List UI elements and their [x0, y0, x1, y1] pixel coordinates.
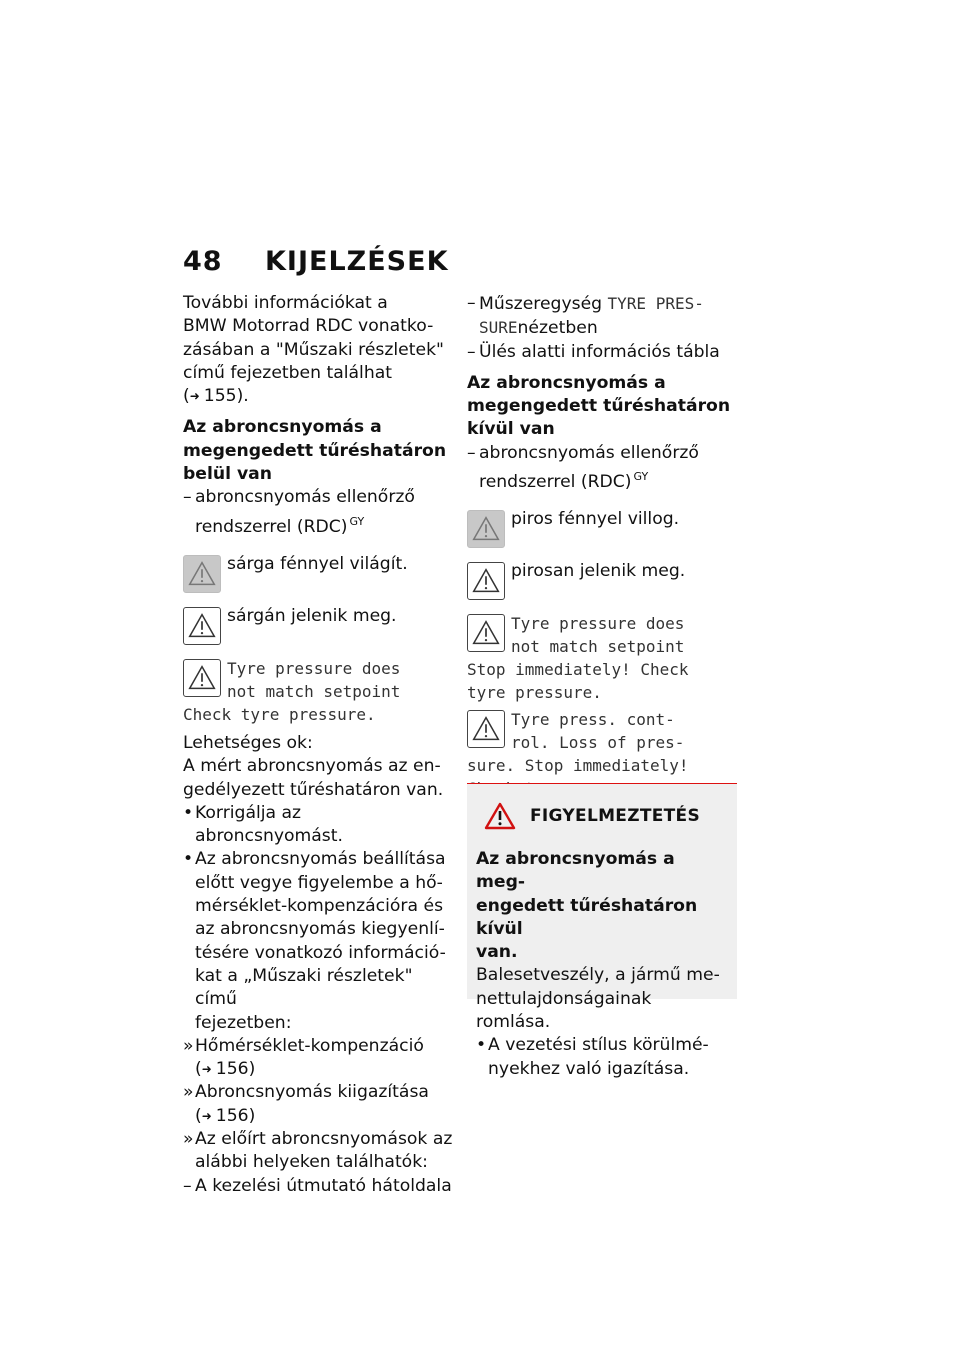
warning-box — [467, 783, 737, 1079]
indicator-row-yellow-display: sárgán jelenik meg. — [183, 605, 453, 647]
indicator-row-red-display: pirosan jelenik meg. — [467, 560, 737, 602]
indicator-row-yellow-message: Tyre pressure does not match setpoint Check tyre pressure. — [183, 658, 401, 724]
warning-triangle-icon — [467, 614, 505, 652]
warning-title: FIGYELMEZTETÉS — [530, 806, 700, 826]
warning-triangle-icon — [183, 659, 221, 697]
country-code-sup: GY — [633, 470, 649, 484]
warning-triangle-icon — [467, 562, 505, 600]
warning-heading: Az abroncsnyomás a meg- engedett tűréshatáron kívül van. — [476, 849, 698, 963]
page-reference[interactable]: 156) — [215, 1105, 256, 1126]
intro-paragraph: További információkat a BMW Motorrad RDC vonatko- zásában a "Műszaki részletek" című fejezetben találhat (➜ 155). — [183, 292, 453, 408]
warning-triangle-icon — [183, 555, 221, 593]
warning-triangle-icon — [183, 607, 221, 645]
indicator-row-yellow-light: sárga fénnyel világít. — [183, 553, 453, 595]
page-reference[interactable]: 155). — [203, 386, 249, 407]
country-code-sup: GY — [349, 514, 365, 528]
bullet-item: • Korrigálja az abroncsnyomást. — [183, 802, 453, 849]
reference-item: » Hőmérséklet-kompenzáció (➜ 156) — [183, 1035, 453, 1082]
bullet-item: • Az abroncsnyomás beállítása előtt vegye figyelembe a hő- mérséklet-kompenzációra és az abroncsnyomás kiegyenlí- tésére vonatkozó információ- kat a „Műszaki részletek" című fejezetben: — [183, 848, 453, 1034]
page-title: KIJELZÉSEK — [265, 246, 449, 277]
warning-bullet: • A vezetési stílus körülmé- nyekhez való igazítása. — [476, 1034, 729, 1081]
rdc-dash-item: – abroncsnyomás ellenőrző rendszerrel (RDC) $^{GY}$ — [467, 442, 737, 495]
warning-triangle-icon — [467, 510, 505, 548]
reference-item: » Abroncsnyomás kiigazítása (➜ 156) — [183, 1081, 453, 1128]
left-column — [183, 292, 453, 1198]
display-message: Tyre press. cont- rol. Loss of pres- — [511, 710, 685, 753]
right-column — [467, 292, 737, 800]
cause-text: A mért abroncsnyomás az en- gedélyezett tűréshatáron van. — [183, 756, 444, 800]
dash-item: – A kezelési útmutató hátoldala — [183, 1175, 453, 1198]
dash-item: – Műszeregység TYRE PRES- SUREnézetben — [467, 292, 737, 341]
display-message: Tyre pressure does not match setpoint — [511, 614, 685, 657]
display-message: Tyre pressure does not match setpoint — [227, 658, 401, 701]
warning-triangle-icon — [467, 710, 505, 748]
indicator-row-red-light: piros fénnyel villog. — [467, 508, 737, 550]
warning-text: Balesetveszély, a jármű me- nettulajdonságainak romlása. — [476, 965, 720, 1033]
section-heading: Az abroncsnyomás a megengedett tűréshatáron belül van — [183, 417, 447, 485]
rdc-dash-item: – abroncsnyomás ellenőrző rendszerrel (RDC) $^{GY}$ — [183, 486, 453, 539]
reference-item: » Az előírt abroncsnyomások az alábbi helyeken találhatók: — [183, 1128, 453, 1175]
possible-cause-label: Lehetséges ok: — [183, 732, 313, 753]
dash-item: – Ülés alatti információs tábla — [467, 341, 737, 364]
section-heading: Az abroncsnyomás a megengedett tűréshatáron kívül van — [467, 372, 731, 440]
page-number: 48 — [183, 246, 223, 277]
warning-header — [476, 784, 729, 848]
indicator-row-red-message-2: Tyre press. cont- rol. Loss of pres- sure. Stop immediately! — [467, 710, 689, 776]
indicator-row-red-message-1: Tyre pressure does not match setpoint Stop immediately! Check tyre pressure. — [467, 614, 689, 703]
page-reference[interactable]: 156) — [215, 1059, 256, 1080]
page-header — [183, 246, 449, 277]
arrow-reference-icon: ➜ — [189, 389, 200, 404]
arrow-reference-icon: ➜ — [201, 1062, 212, 1077]
arrow-reference-icon: ➜ — [201, 1108, 212, 1123]
warning-triangle-icon — [484, 802, 516, 830]
